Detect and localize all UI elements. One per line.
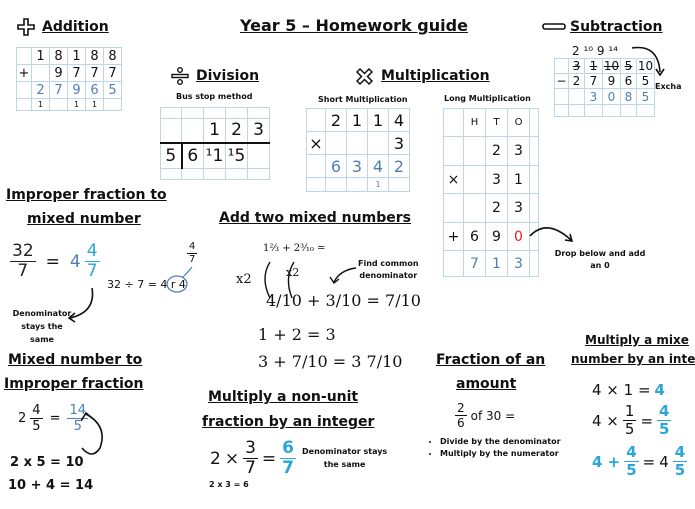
mixed-to-improper-equation: 2 $\frac{4}{5}$ = $\frac{14}{5}$ xyxy=(18,403,87,434)
fraction-amount-equation: $\frac{2}{6}$ of 30 = xyxy=(457,401,516,430)
division-heading: Division xyxy=(196,68,260,84)
mixed-to-improper-arrow xyxy=(78,408,108,458)
subtraction-grid: 3 1 10 5 10 − 2 7 9 6 5 3 0 8 5 xyxy=(554,58,655,117)
subtraction-exchange: 2 ¹⁰ 9 ¹⁴ xyxy=(572,44,618,58)
long-multiplication-grid: H T O 2 3 × 3 1 2 3 + 6 9 0 7 1 3 xyxy=(443,108,539,277)
fraction-amount-heading-2: amount xyxy=(456,376,517,392)
mixed-to-improper-heading-2: Improper fraction xyxy=(4,376,144,392)
improper-to-mixed-heading-2: mixed number xyxy=(27,211,141,227)
short-multiplication-label: Short Multiplication xyxy=(318,95,408,104)
plus-icon xyxy=(16,17,36,37)
multiply-mixed-line1: 4 × 1 = 4 xyxy=(592,381,665,399)
fraction-amount-heading-1: Fraction of an xyxy=(436,352,546,368)
add-mixed-x2-a: x2 xyxy=(236,272,252,287)
page-title: Year 5 – Homework guide xyxy=(240,16,468,35)
find-common-arrow xyxy=(326,262,358,286)
step-multiply: • Multiply by the numerator xyxy=(440,449,561,458)
add-mixed-step3: 3 + 7/10 = 3 7/10 xyxy=(258,352,403,371)
non-unit-equation: 2 × $\frac{3}{7}$ = $\frac{6}{7}$ xyxy=(210,438,294,478)
long-multiplication-label: Long Multiplication xyxy=(444,94,531,103)
multiply-mixed-line3: 4 + $\frac{4}{5}$ = 4 $\frac{4}{5}$ xyxy=(592,443,686,479)
add-mixed-heading: Add two mixed numbers xyxy=(219,210,411,226)
multiply-mixed-heading-2: number by an inte xyxy=(571,352,695,366)
exchange-note: Excha xyxy=(655,82,682,91)
add-mixed-x2-b: x2 xyxy=(286,266,300,279)
add-mixed-step2: 1 + 2 = 3 xyxy=(258,325,336,344)
improper-to-mixed-heading-1: Improper fraction to xyxy=(6,187,167,203)
division-grid: 1 2 3 5 6 ¹1 ¹5 xyxy=(160,107,270,180)
addition-grid: 1 8 1 8 8 + 9 7 7 7 2 7 9 6 5 1 1 1 xyxy=(16,47,122,111)
improper-fraction-equation: $\frac{32}{7}$ = 4 $\frac{4}{7}$ xyxy=(12,241,98,281)
mixed-calc-1: 2 x 5 = 10 xyxy=(10,455,84,470)
drop-below-note: Drop below and add an 0 xyxy=(554,249,646,270)
addition-heading: Addition xyxy=(42,19,109,35)
minus-icon xyxy=(542,21,566,33)
non-unit-note: Denominator stays the same xyxy=(302,447,388,469)
non-unit-calc: 2 x 3 = 6 xyxy=(209,480,249,489)
mixed-calc-2: 10 + 4 = 14 xyxy=(8,478,94,493)
fraction-amount-steps xyxy=(428,437,561,461)
add-mixed-line1: 1⅔ + 2³⁄₁₀ = xyxy=(263,243,326,254)
short-multiplication-grid: 2 1 1 4 × 3 6 3 4 2 1 xyxy=(306,108,410,192)
non-unit-heading-1: Multiply a non-unit xyxy=(208,389,359,405)
multiply-icon xyxy=(354,66,375,87)
non-unit-heading-2: fraction by an integer xyxy=(202,414,375,430)
improper-calc: 32 ÷ 7 = 4 r 4 xyxy=(107,278,186,291)
subtraction-heading: Subtraction xyxy=(570,19,663,35)
multiplication-heading: Multiplication xyxy=(381,68,490,84)
drop-below-arrow xyxy=(527,222,577,250)
mixed-to-improper-heading-1: Mixed number to xyxy=(8,352,143,368)
denominator-note: Denominator stays the same xyxy=(12,309,72,344)
multiply-mixed-line2: 4 × $\frac{1}{5}$ = $\frac{4}{5}$ xyxy=(592,402,670,438)
add-mixed-step1: 4/10 + 3/10 = 7/10 xyxy=(266,291,421,310)
find-common-note: Find common denominator xyxy=(358,259,419,280)
remainder-circle xyxy=(159,269,195,297)
bus-stop-label: Bus stop method xyxy=(176,92,253,101)
exchange-arrow xyxy=(628,42,668,82)
division-icon xyxy=(170,66,190,86)
step-divide: • Divide by the denominator xyxy=(440,437,561,446)
multiply-mixed-heading-1: Multiply a mixe xyxy=(585,333,689,347)
side-fraction: $\frac{4}{7}$ xyxy=(189,241,196,265)
